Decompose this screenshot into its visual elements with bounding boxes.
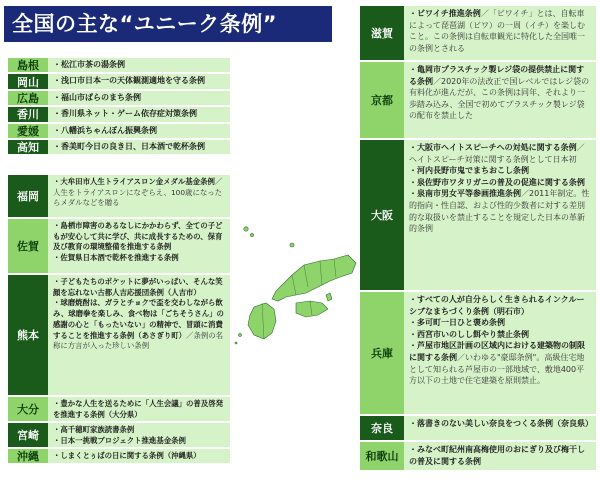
ordinance-row — [8, 275, 230, 397]
ordinance-text — [404, 62, 596, 138]
ordinance-name: ・島栖市障害のあるなしにかかわらず、全ての子どもが安心して共に学び、共に成長するための、保育及び教育の環境整備を推進する条例 — [53, 221, 223, 252]
ordinance-name: ・泉佐野市ワタリガニの普及の促進に関する条例 — [409, 177, 585, 187]
ordinance-text — [404, 442, 596, 470]
prefecture-label: 兵庫 — [360, 292, 404, 414]
ordinance-text: ・八幡浜ちゃんぽん振興条例 — [48, 124, 230, 138]
ordinance-name: ・すべての人が自分らしく生きられるインクルーシブなまちづくり条例（明石市） — [409, 295, 585, 316]
ordinance-name: ・高千穂町家族読書条例 — [53, 425, 135, 434]
ordinance-entry — [409, 418, 591, 430]
ordinance-text — [48, 275, 230, 395]
ordinance-row — [8, 74, 230, 90]
ordinance-name: ・芦屋市地区計画の区域内における建築物の制限に関する条例 — [409, 341, 585, 362]
ordinance-entry — [409, 177, 591, 189]
ordinance-text — [48, 423, 230, 447]
prefecture-label: 大阪 — [360, 140, 404, 290]
ordinance-note: ／条例の名称に方言が入った珍しい条例 — [53, 330, 224, 351]
ordinance-name: ・落書きのない美しい奈良をつくる条例（奈良県） — [409, 419, 593, 428]
prefecture-label: 島根 — [8, 58, 48, 72]
ordinance-row — [360, 416, 596, 442]
prefecture-label: 大分 — [8, 397, 48, 421]
ordinance-row — [8, 219, 230, 275]
ordinance-entry — [53, 436, 225, 447]
ordinance-name: ・西宮市いのしし餌やり禁止条例 — [409, 329, 529, 339]
ordinance-entry — [53, 253, 225, 264]
left-top-list — [8, 58, 230, 156]
ordinance-name: ・日本一挑戦プロジェクト推進基金条例 — [53, 435, 186, 445]
page-title: 全国の主な“ユニーク条例” — [4, 6, 332, 42]
prefecture-label: 宮崎 — [8, 423, 48, 447]
ordinance-name: ・泉南市男女平等参画推進条例 — [409, 189, 521, 199]
ordinance-text: ・香美町今日の良き日、日本酒で乾杯条例 — [48, 140, 230, 154]
ordinance-entry — [409, 165, 591, 177]
ordinance-text: ・松江市茶の湯条例 — [48, 58, 230, 72]
ordinance-name: ・大阪市ヘイトスピーチへの対処に関する条例 — [409, 143, 577, 152]
ordinance-name: ・多可町一日ひと褒め条例 — [409, 318, 505, 328]
ordinance-name: ・河内長野市鬼でまちおこし条例 — [409, 166, 529, 176]
prefecture-label: 高知 — [8, 140, 48, 154]
ordinance-entry — [409, 64, 591, 122]
prefecture-label: 沖縄 — [8, 449, 48, 463]
ordinance-note: ／人生をトライアスロンになぞらえ、100歳になったらメダルなどを贈る — [53, 177, 223, 208]
ordinance-row — [8, 91, 230, 107]
ordinance-row — [360, 442, 596, 472]
ordinance-note: ／2011年制定。性的指向・性自認、および性的少数者に対する差別的な取扱いを禁止することを規定した日本の革新的条例 — [409, 189, 590, 234]
ordinance-name: ・みなべ町紀州南高梅使用のおにぎり及び梅干しの普及に関する条例 — [409, 445, 585, 466]
ordinance-note: ／ヘイトスピーチ対策に関する条例として日本初 — [409, 143, 585, 164]
left-bottom-list — [8, 175, 230, 465]
ordinance-row — [8, 175, 230, 219]
ordinance-name: ・豊かな人生を送るために「人生会議」の普及啓発を推進する条例（大分県） — [53, 399, 223, 419]
ordinance-entry — [53, 277, 225, 298]
ordinance-text: ・香川県ネット・ゲーム依存症対策条例 — [48, 107, 230, 121]
ordinance-note: ／いわゆる"豪邸条例"。高級住宅地として知られる芦屋市の一部地域で、敷地400平方以下の土地で住宅建築を原則禁止。 — [409, 352, 585, 386]
ordinance-entry — [409, 444, 591, 467]
ordinance-row — [8, 140, 230, 156]
ordinance-name: ・大牟田市人生トライアスロン金メダル基金条例 — [53, 177, 215, 186]
ordinance-row — [8, 58, 230, 74]
prefecture-label: 岡山 — [8, 74, 48, 88]
right-list — [360, 6, 596, 472]
prefecture-label: 熊本 — [8, 275, 48, 395]
prefecture-label: 佐賀 — [8, 219, 48, 273]
ordinance-entry — [409, 8, 591, 54]
ordinance-entry — [409, 340, 591, 386]
ordinance-text — [48, 175, 230, 217]
ordinance-name: ・しまくとぅばの日に関する条例（沖縄県） — [53, 451, 201, 460]
ordinance-text — [48, 449, 230, 463]
ordinance-row — [8, 449, 230, 465]
ordinance-row — [8, 124, 230, 140]
ordinance-row — [360, 292, 596, 416]
ordinance-entry — [53, 399, 225, 420]
ordinance-text — [404, 6, 596, 60]
ordinance-text — [404, 416, 596, 440]
prefecture-label: 滋賀 — [360, 6, 404, 60]
ordinance-entry — [53, 451, 225, 462]
ordinance-text: ・福山市ばらのまち条例 — [48, 91, 230, 105]
prefecture-label: 愛媛 — [8, 124, 48, 138]
ordinance-entry — [53, 425, 225, 436]
ordinance-text — [48, 397, 230, 421]
ordinance-entry — [409, 294, 591, 317]
ordinance-entry — [409, 317, 591, 329]
ordinance-entry — [409, 142, 591, 165]
ordinance-row — [360, 140, 596, 292]
ordinance-name: ・球磨焼酎は、ガラとチョクで盃を交わしながら飲み、球磨拳を楽しみ、食べ物は「ごちそうさん」の感謝の心と「もったいない」の精神で、冒頭に消費することを推進する条例（あさぎり町） — [53, 298, 224, 340]
ordinance-entry — [53, 298, 225, 352]
ordinance-note: ／「ビワイチ」とは、自転車によって琵琶湖（ビワ）の一周（イチ）を楽しむこと。この条例は自転車観光に特化した全国唯一の条例とされる — [409, 9, 585, 53]
ordinance-row — [8, 397, 230, 423]
ordinance-row — [8, 423, 230, 449]
prefecture-label: 和歌山 — [360, 442, 404, 470]
ordinance-entry — [53, 221, 225, 253]
ordinance-row — [360, 62, 596, 140]
ordinance-note: ／2020年の法改正で国レベルではレジ袋の有料化が進んだが、この条例は同年、それより一歩踏み込み、全国で初めてプラスチック製レジ袋の配布を禁止した — [409, 76, 590, 121]
ordinance-name: ・佐賀県日本酒で乾杯を推進する条例 — [53, 253, 179, 263]
ordinance-text: ・浅口市日本一の天体観測適地を守る条例 — [48, 74, 230, 88]
prefecture-label: 福岡 — [8, 175, 48, 217]
ordinance-entry — [409, 188, 591, 234]
ordinance-entry — [53, 177, 225, 209]
ordinance-name: ・亀岡市プラスチック製レジ袋の提供禁止に関する条例 — [409, 65, 585, 86]
ordinance-row — [8, 107, 230, 123]
prefecture-label: 広島 — [8, 91, 48, 105]
ordinance-text — [404, 292, 596, 414]
ordinance-entry — [409, 329, 591, 341]
ordinance-row — [360, 6, 596, 62]
ordinance-name: ・子どもたちのポケットに夢がいっぱい、そんな笑顔を忘れない古都人吉応援団条例（人吉市） — [53, 277, 223, 297]
ordinance-name: ・ビワイチ推進条例 — [409, 9, 481, 18]
ordinance-text — [404, 140, 596, 290]
prefecture-label: 京都 — [360, 62, 404, 138]
ordinance-text — [48, 219, 230, 273]
japan-map-illustration — [232, 215, 360, 345]
prefecture-label: 奈良 — [360, 416, 404, 440]
prefecture-label: 香川 — [8, 107, 48, 121]
